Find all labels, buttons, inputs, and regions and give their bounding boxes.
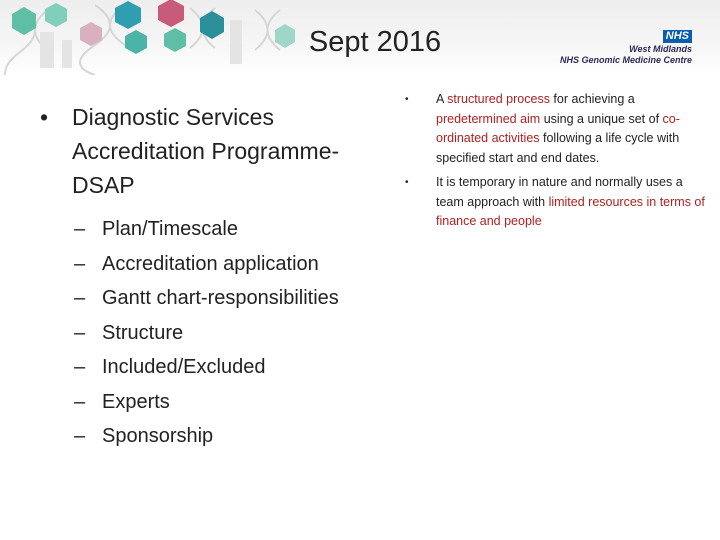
slide-title: Sept 2016 (308, 26, 442, 58)
nhs-badge: NHS (663, 30, 692, 43)
bullet-dot: • (405, 94, 409, 105)
sub-item (40, 247, 380, 282)
sub-item-text: Accreditation application (102, 252, 319, 275)
dash-marker: – (74, 252, 86, 275)
main-bullet (40, 100, 380, 202)
sub-item-text: Gantt chart-responsibilities (102, 287, 339, 309)
sub-item (40, 281, 380, 316)
sub-item-text: Structure (102, 321, 184, 344)
nature-bullet (405, 173, 705, 232)
definition-bullet (405, 90, 705, 168)
sub-item-text: Sponsorship (102, 425, 214, 447)
dash-marker: – (74, 321, 86, 344)
highlighted-term: co-ordinated activities (436, 111, 680, 145)
bullet-dot: • (40, 104, 49, 130)
dash-marker: – (74, 287, 86, 309)
sub-list (40, 212, 380, 454)
dash-marker: – (74, 218, 86, 240)
sub-item-text: Experts (102, 390, 170, 413)
text-run: It is temporary in nature and normally uses a team approach with (436, 175, 683, 209)
logo-line-1: West Midlands (629, 44, 692, 54)
right-column (405, 90, 705, 237)
text-run: using a unique set of (540, 111, 663, 126)
nhs-logo (552, 26, 692, 66)
highlighted-term: predetermined aim (436, 111, 541, 126)
dash-marker: – (74, 356, 86, 378)
highlighted-term: limited resources in terms of finance and people (436, 194, 705, 228)
sub-item (40, 212, 380, 247)
text-run: following a life cycle with specified start and end dates. (436, 131, 680, 165)
logo-line-2: NHS Genomic Medicine Centre (559, 55, 692, 65)
bullet-dot: • (405, 177, 409, 188)
dash-marker: – (74, 390, 86, 413)
sub-item (40, 385, 380, 420)
highlighted-term: structured process (447, 92, 550, 106)
main-bullet-text: Diagnostic Services Accreditation Programme-DSAP (72, 104, 340, 198)
text-run: for achieving a (549, 92, 635, 106)
sub-item (40, 316, 380, 351)
dash-marker: – (74, 425, 86, 447)
sub-item-text: Included/Excluded (102, 356, 266, 378)
left-column (40, 100, 380, 454)
sub-item (40, 419, 380, 454)
text-run: A (436, 92, 448, 106)
sub-item-text: Plan/Timescale (102, 218, 238, 240)
sub-item (40, 350, 380, 385)
